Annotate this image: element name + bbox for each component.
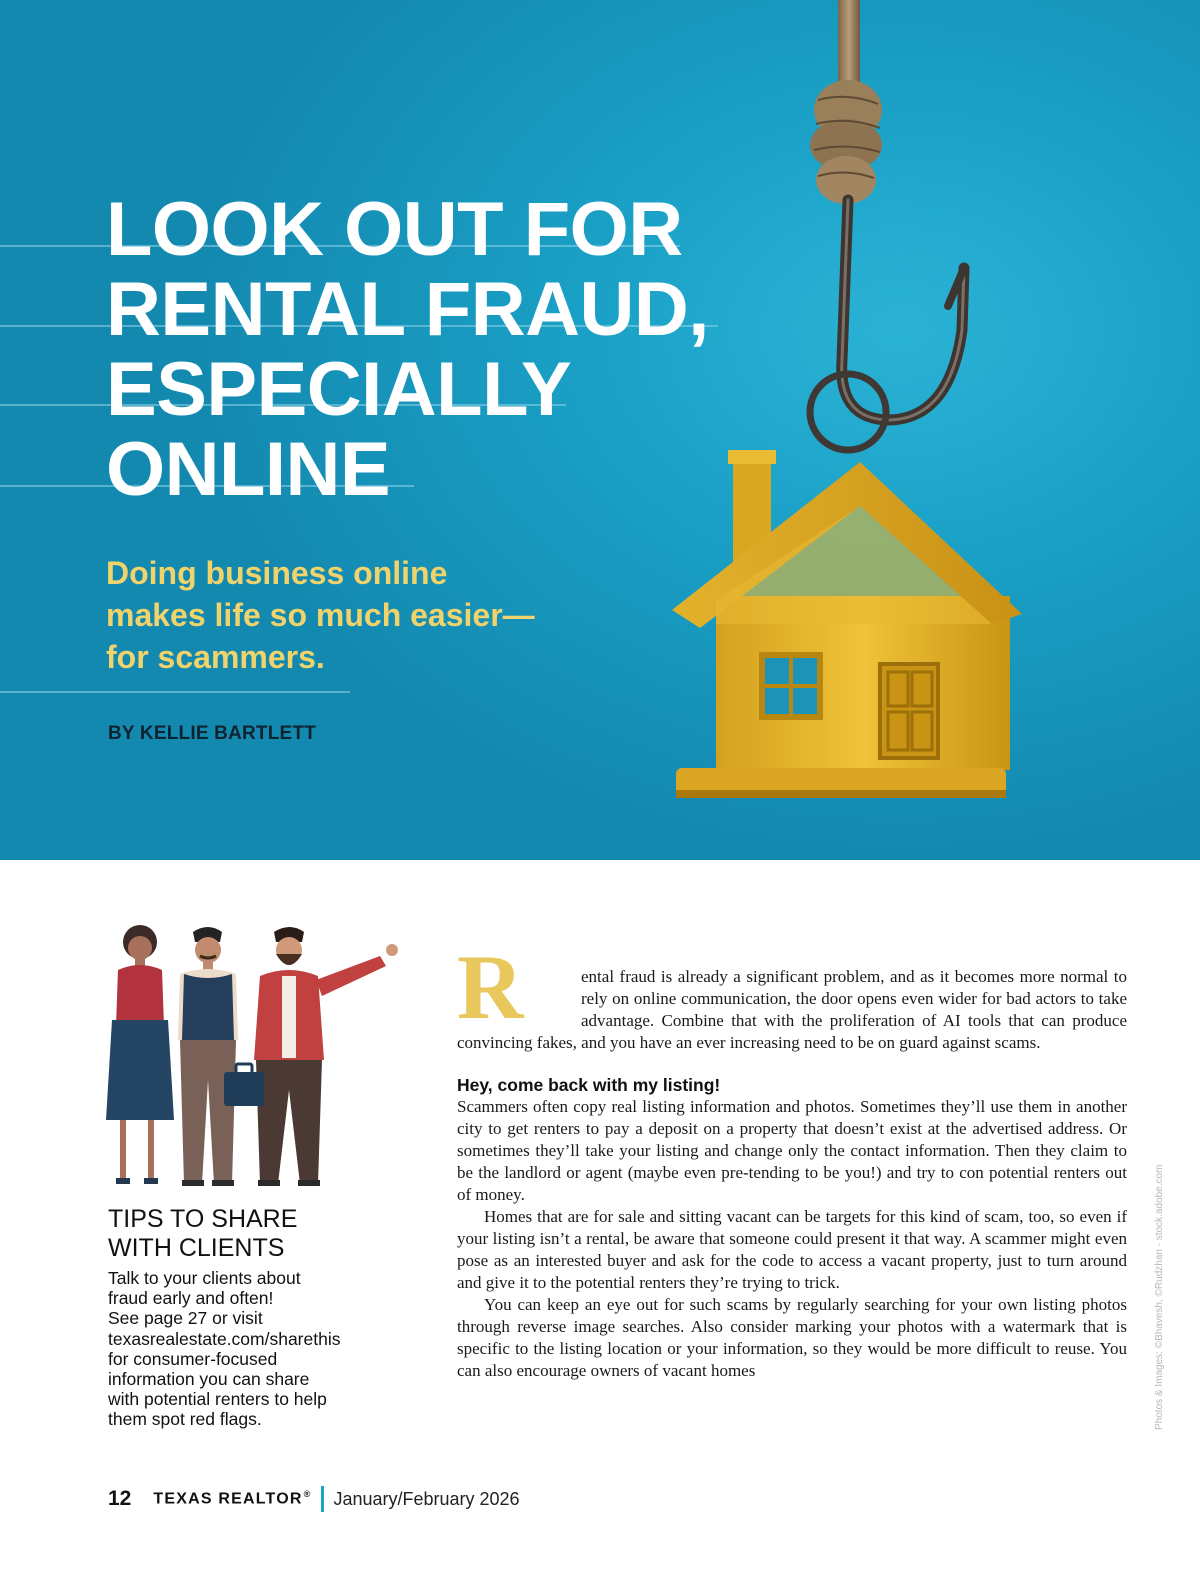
intro-text: ental fraud is already a significant problem, and as it becomes more normal to rely on online communication, the door opens even wider for bad actors to take advantage. Combine that with the proliferation of AI tools that can produce convincing fakes, and you have an ever increasing need to be on guard against scams.: [457, 967, 1127, 1052]
woman-figure: [106, 925, 174, 1184]
tips-line: See page 27 or visit: [108, 1308, 263, 1329]
rope-knot: [810, 80, 882, 204]
deck-line: Doing business online: [106, 555, 448, 591]
people-illustration: [100, 920, 410, 1192]
title-line: RENTAL FRAUD,: [106, 267, 709, 352]
photo-credit: Photos & Images: ©Bhavesh, ©Rudzhan - stock.adobe.com: [1154, 1164, 1165, 1430]
tips-line: with potential renters to help: [108, 1389, 327, 1410]
magazine-name-text: TEXAS REALTOR: [153, 1490, 303, 1508]
tips-heading-line: WITH CLIENTS: [108, 1234, 285, 1262]
issue-date: January/February 2026: [333, 1488, 520, 1509]
intro-paragraph: [457, 956, 1127, 1054]
body-paragraph: You can keep an eye out for such scams by regularly searching for your own listing photos through reverse image searches. Also consider marking your photos with a watermark that is specific to the listing location or your information, so they would be more difficult to reuse. You can also encourage owners of vacant homes: [457, 1295, 1127, 1380]
man-vest-figure: [178, 927, 238, 1186]
tips-line: information you can share: [108, 1369, 310, 1390]
tips-heading: [108, 1205, 297, 1263]
magazine-name: [153, 1489, 311, 1508]
page-number: 12: [108, 1487, 132, 1510]
fish-hook: [810, 200, 964, 450]
tips-line: Talk to your clients about: [108, 1268, 301, 1288]
house-keychain: [672, 450, 1022, 798]
title-line: LOOK OUT FOR: [106, 187, 683, 272]
article-body: [457, 956, 1127, 1382]
body-paragraph: Scammers often copy real listing information and photos. Sometimes they’ll use them in another city to get renters to pay a deposit on a property that doesn’t exist at the advertised address. Or sometimes they’ll take your listing and change only the contact information. Then they claim to be the landlord or agent (maybe even pre-tending to be you!) and try to con potential renters out of money.: [457, 1097, 1127, 1204]
deck-line: makes life so much easier—: [106, 597, 535, 633]
tips-line: for consumer-focused: [108, 1348, 278, 1369]
byline: BY KELLIE BARTLETT: [108, 723, 317, 744]
man-pointing-figure: [254, 927, 398, 1186]
deck-line: for scammers.: [106, 639, 325, 675]
article-deck: [106, 552, 535, 678]
registered-mark: ®: [303, 1489, 312, 1500]
drop-cap-letter: R: [457, 956, 524, 1022]
tips-body: [108, 1268, 408, 1430]
drop-cap: [457, 956, 577, 1022]
tips-line: them spot red flags.: [108, 1409, 262, 1430]
page-footer: [108, 1484, 520, 1514]
footer-divider: [321, 1486, 324, 1512]
article-title: [106, 187, 709, 512]
tips-heading-line: TIPS TO SHARE: [108, 1205, 298, 1233]
title-line: ONLINE: [106, 427, 391, 512]
tips-line: fraud early and often!: [108, 1288, 274, 1309]
section-subhead: Hey, come back with my listing!: [457, 1075, 721, 1095]
body-paragraph: Homes that are for sale and sitting vacant can be targets for this kind of scam, too, so even if your listing isn’t a rental, be aware that someone could present it that way. A scammer might even pose as an interested buyer and ask for the code to access a vacant property, just to turn around and give it to the potential renters they’re trying to trick.: [457, 1207, 1127, 1292]
title-line: ESPECIALLY: [106, 347, 572, 432]
tips-line: texasrealestate.com/sharethis: [108, 1328, 341, 1349]
